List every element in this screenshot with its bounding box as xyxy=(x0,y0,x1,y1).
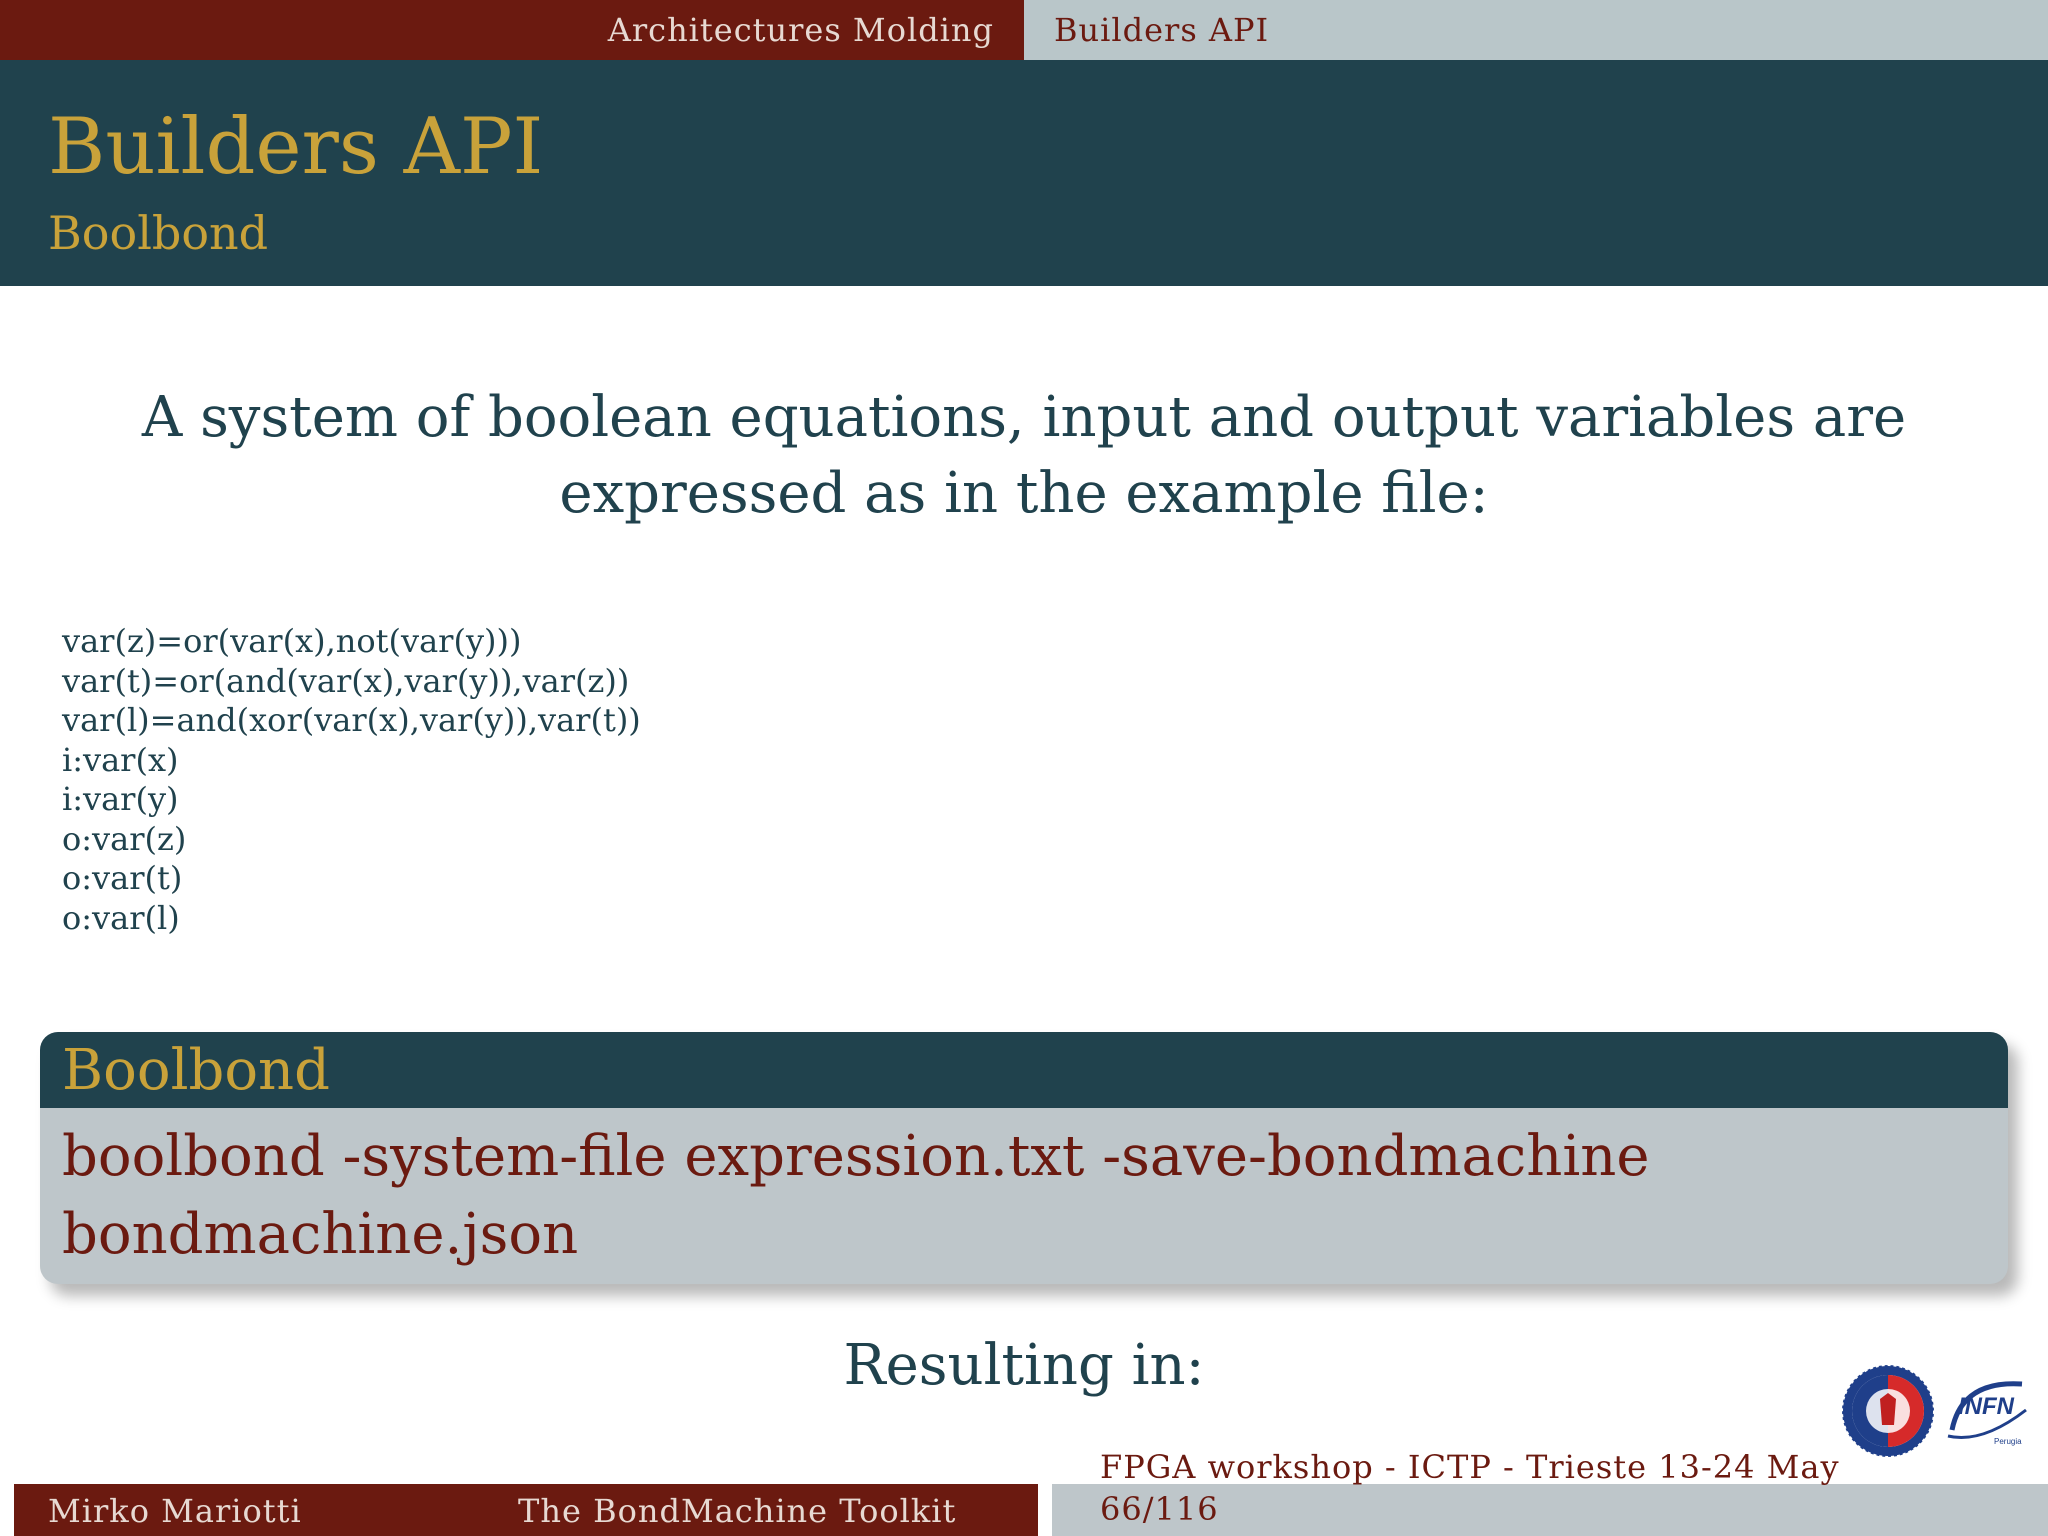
code-line: var(l)=and(xor(var(x),var(y)),var(t)) xyxy=(62,701,641,739)
code-line: o:var(l) xyxy=(62,898,180,937)
block-body xyxy=(40,1108,2008,1284)
code-line: i:var(y) xyxy=(62,780,179,818)
section-label: Architectures Molding xyxy=(607,11,994,49)
footer-event: FPGA workshop - ICTP - Trieste 13-24 May xyxy=(1100,1448,1840,1486)
code-line: var(z)=or(var(x),not(var(y))) xyxy=(62,622,522,660)
code-line: o:var(z) xyxy=(62,819,187,858)
slide-subtitle: Boolbond xyxy=(48,206,269,260)
footer-bar xyxy=(0,1484,2048,1536)
intro-text: A system of boolean equations, input and output variables are expressed as in the example file: xyxy=(141,385,1907,526)
infn-logo-text: INFN xyxy=(1958,1393,2014,1420)
command-line-2: bondmachine.json xyxy=(62,1202,579,1267)
top-navigation-bar xyxy=(0,0,2048,60)
example-file-code xyxy=(62,622,641,938)
code-line: o:var(t) xyxy=(62,859,183,897)
subsection-nav-item[interactable] xyxy=(1024,0,2048,60)
university-seal-logo xyxy=(1840,1363,1936,1459)
footer-page-number: 66/116 xyxy=(1100,1490,1219,1528)
section-nav-item[interactable] xyxy=(0,0,1024,60)
code-line: var(t)=or(and(var(x),var(y)),var(z)) xyxy=(62,661,630,700)
footer-author: Mirko Mariotti xyxy=(48,1492,302,1530)
boolbond-command-block xyxy=(40,1032,2008,1284)
title-bar xyxy=(0,60,2048,286)
command-line-1: boolbond -system-file expression.txt -save-bondmachine xyxy=(62,1124,1650,1189)
infn-logo-subtext: Perugia xyxy=(1994,1437,2022,1446)
slide-title: Builders API xyxy=(48,102,544,192)
code-line: i:var(x) xyxy=(62,740,179,779)
subsection-label: Builders API xyxy=(1054,11,1270,49)
block-title: Boolbond xyxy=(40,1032,2008,1108)
infn-logo xyxy=(1942,1370,2032,1450)
footer-short-title: The BondMachine Toolkit xyxy=(518,1492,957,1530)
result-text: Resulting in: xyxy=(843,1333,1205,1398)
